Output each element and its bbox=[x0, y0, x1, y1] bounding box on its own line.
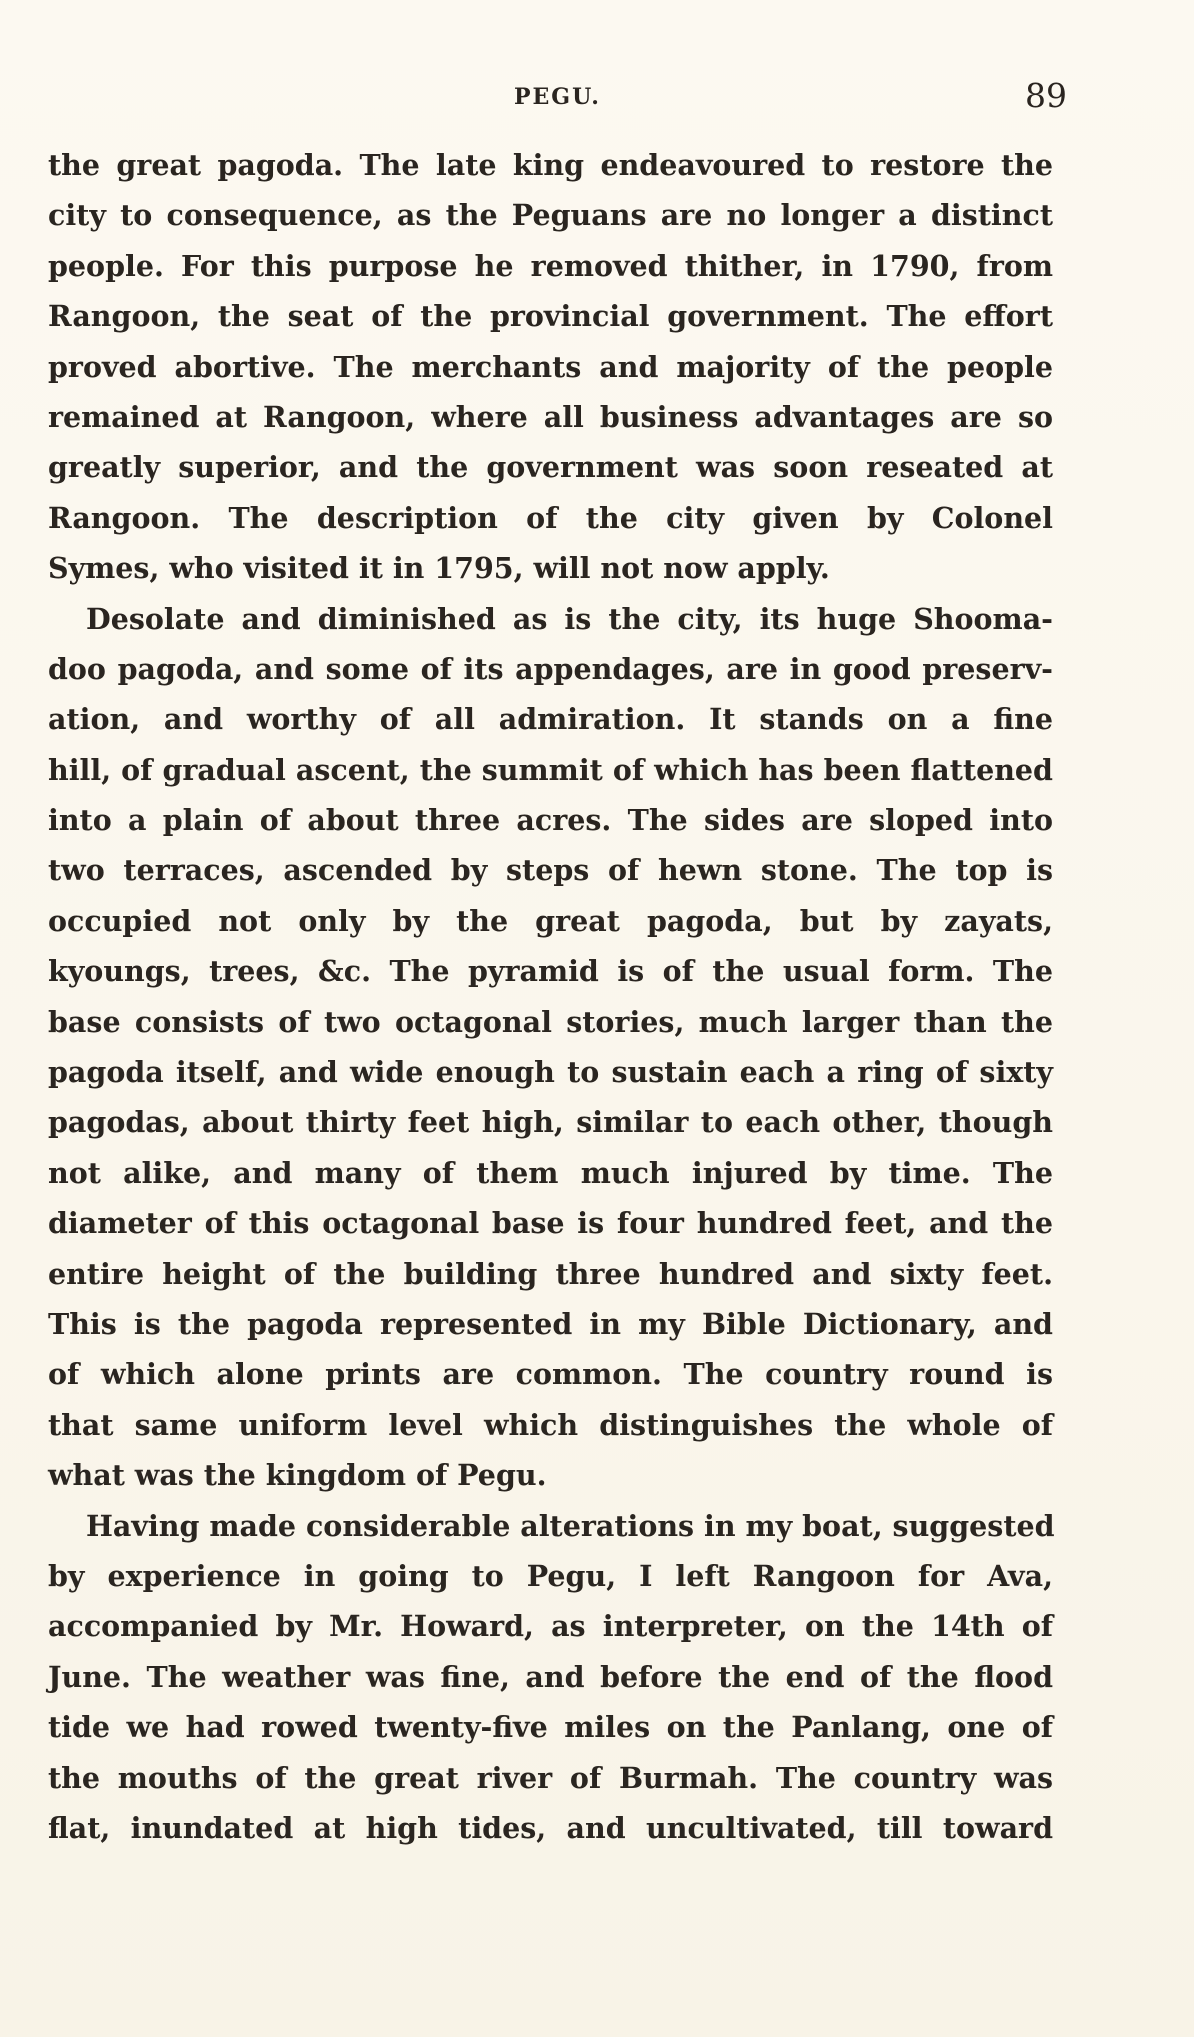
text-line: into a plain of about three acres. The sides are sloped into bbox=[48, 803, 1053, 838]
text-line: occupied not only by the great pagoda, but by zayats, bbox=[48, 903, 1053, 938]
text-line: June. The weather was fine, and before the end of the flood bbox=[48, 1659, 1053, 1694]
text-line: not alike, and many of them much injured by time. The bbox=[48, 1155, 1053, 1190]
text-line: that same uniform level which distinguishes the whole of bbox=[48, 1407, 1053, 1442]
text-line: doo pagoda, and some of its appendages, are in good preserv- bbox=[48, 651, 1053, 686]
text-line: entire height of the building three hundred and sixty feet. bbox=[48, 1256, 1053, 1291]
text-line: by experience in going to Pegu, I left Rangoon for Ava, bbox=[48, 1558, 1053, 1593]
text-line: city to consequence, as the Peguans are no longer a distinct bbox=[48, 198, 1053, 233]
paragraph-2 bbox=[48, 594, 1053, 1501]
text-line: hill, of gradual ascent, the summit of which has been flattened bbox=[48, 752, 1053, 787]
text-line: diameter of this octagonal base is four hundred feet, and the bbox=[48, 1206, 1053, 1241]
text-line: proved abortive. The merchants and majority of the people bbox=[48, 349, 1053, 384]
text-line: Rangoon, the seat of the provincial government. The effort bbox=[48, 299, 1053, 334]
text-line: Desolate and diminished as is the city, its huge Shooma- bbox=[86, 601, 1053, 636]
paragraph-1 bbox=[48, 140, 1053, 594]
text-line: pagoda itself, and wide enough to sustain each a ring of sixty bbox=[48, 1055, 1053, 1090]
text-line: people. For this purpose he removed thither, in 1790, from bbox=[48, 248, 1053, 283]
text-line: remained at Rangoon, where all business advantages are so bbox=[48, 399, 1053, 434]
page-number: 89 bbox=[1025, 76, 1067, 115]
text-line: the great pagoda. The late king endeavoured to restore the bbox=[48, 148, 1053, 182]
text-line: base consists of two octagonal stories, much larger than the bbox=[48, 1004, 1053, 1039]
text-line: ation, and worthy of all admiration. It stands on a fine bbox=[48, 702, 1053, 737]
text-line: Rangoon. The description of the city given by Colonel bbox=[48, 500, 1053, 535]
paragraph-3 bbox=[48, 1501, 1053, 1854]
text-line: This is the pagoda represented in my Bible Dictionary, and bbox=[48, 1306, 1053, 1341]
text-line: tide we had rowed twenty-five miles on the Panlang, one of bbox=[48, 1710, 1053, 1745]
text-line: two terraces, ascended by steps of hewn stone. The top is bbox=[48, 853, 1053, 888]
text-line: kyoungs, trees, &c. The pyramid is of the usual form. The bbox=[48, 954, 1053, 989]
text-line: flat, inundated at high tides, and uncultivated, till toward bbox=[48, 1810, 1053, 1845]
text-line: what was the kingdom of Pegu. bbox=[48, 1458, 547, 1493]
text-line: pagodas, about thirty feet high, similar to each other, though bbox=[48, 1105, 1053, 1140]
text-line: Symes, who visited it in 1795, will not now apply. bbox=[48, 551, 830, 586]
text-line: the mouths of the great river of Burmah. The country was bbox=[48, 1760, 1053, 1795]
text-line: of which alone prints are common. The country round is bbox=[48, 1357, 1053, 1392]
text-line: Having made considerable alterations in my boat, suggested bbox=[86, 1508, 1055, 1543]
running-head bbox=[0, 76, 1194, 116]
body-text bbox=[48, 140, 1053, 1853]
text-line: greatly superior, and the government was soon reseated at bbox=[48, 450, 1053, 485]
text-line: accompanied by Mr. Howard, as interpreter, on the 14th of bbox=[48, 1609, 1053, 1644]
running-title: PEGU. bbox=[514, 84, 601, 110]
